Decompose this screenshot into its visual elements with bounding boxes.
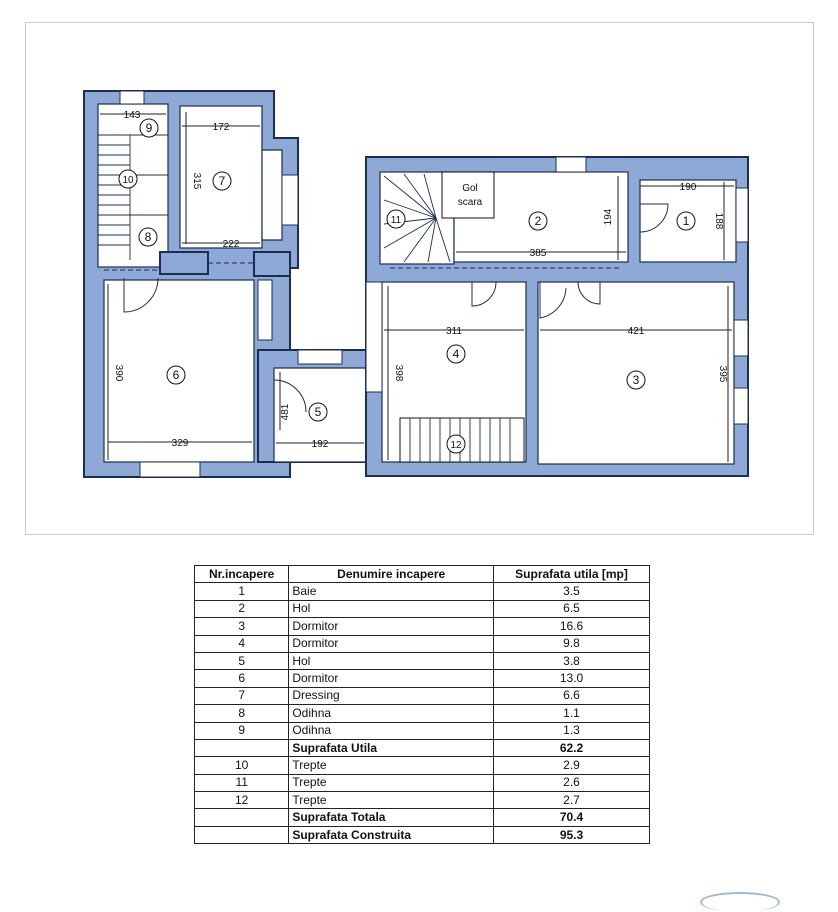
cell-name: Baie [289, 583, 494, 600]
cell-name: Hol [289, 652, 494, 669]
partition-block-right [254, 252, 290, 276]
table-row [195, 757, 650, 774]
partition-block [160, 252, 208, 274]
cell-nr [195, 826, 289, 843]
cell-name: Trepte [289, 774, 494, 791]
table-row [195, 618, 650, 635]
cell-name: Dormitor [289, 635, 494, 652]
cell-nr: 11 [195, 774, 289, 791]
cell-name: Odihna [289, 722, 494, 739]
room-area-table [194, 565, 650, 844]
room-label-12: 12 [450, 440, 462, 451]
header-name: Denumire incapere [289, 566, 494, 583]
dim-395: 395 [717, 365, 728, 383]
window-3-b [734, 388, 748, 424]
cell-nr: 6 [195, 670, 289, 687]
room-label-7: 7 [218, 174, 226, 188]
room-label-6: 6 [172, 368, 180, 382]
room-label-3: 3 [632, 373, 640, 387]
room-label-10: 10 [122, 175, 134, 186]
table-row [195, 687, 650, 704]
gol-scara-label-2: scara [457, 197, 483, 208]
window-7 [282, 175, 298, 225]
cell-area: 2.9 [494, 757, 650, 774]
cell-area: 6.6 [494, 687, 650, 704]
dim-481: 481 [280, 403, 291, 421]
dim-421: 421 [627, 326, 645, 337]
dim-311: 311 [446, 326, 462, 337]
cell-nr: 12 [195, 792, 289, 809]
room-label-5: 5 [314, 405, 322, 419]
window-1 [736, 188, 748, 242]
dim-390: 390 [113, 364, 124, 382]
cell-name: Suprafata Totala [289, 809, 494, 826]
table-row [195, 600, 650, 617]
room-label-2: 2 [534, 214, 542, 228]
cell-area: 16.6 [494, 618, 650, 635]
dim-188: 188 [713, 212, 724, 230]
cell-nr [195, 809, 289, 826]
room-7-niche [262, 150, 282, 240]
room-label-1: 1 [682, 214, 690, 228]
header-area: Suprafata utila [mp] [494, 566, 650, 583]
table-header-row [195, 566, 650, 583]
cell-name: Dressing [289, 687, 494, 704]
cell-area: 13.0 [494, 670, 650, 687]
cell-area: 3.5 [494, 583, 650, 600]
cell-area: 62.2 [494, 739, 650, 756]
cell-area: 3.8 [494, 652, 650, 669]
dim-194: 194 [603, 208, 614, 226]
dim-143: 143 [123, 110, 141, 121]
room-label-11: 11 [390, 215, 402, 226]
cell-nr: 1 [195, 583, 289, 600]
dim-329: 329 [171, 438, 189, 449]
cell-nr: 8 [195, 705, 289, 722]
window-4 [366, 282, 382, 392]
room-label-9: 9 [145, 121, 153, 135]
cell-nr: 5 [195, 652, 289, 669]
cell-area: 70.4 [494, 809, 650, 826]
table-total-row [195, 809, 650, 826]
cell-name: Hol [289, 600, 494, 617]
dim-398: 398 [393, 364, 404, 382]
dim-315: 315 [191, 172, 202, 190]
dim-190: 190 [679, 182, 697, 193]
room-label-4: 4 [452, 347, 460, 361]
cell-nr: 3 [195, 618, 289, 635]
table-total-row [195, 739, 650, 756]
table-row [195, 583, 650, 600]
cell-area: 95.3 [494, 826, 650, 843]
window-6 [258, 280, 272, 340]
window-6-bottom [140, 462, 200, 477]
logo-fragment [700, 892, 780, 912]
cell-nr: 7 [195, 687, 289, 704]
cell-area: 1.1 [494, 705, 650, 722]
table-row [195, 635, 650, 652]
dim-385: 385 [529, 248, 547, 259]
dim-192: 192 [311, 439, 329, 450]
cell-nr: 4 [195, 635, 289, 652]
header-nr: Nr.incapere [195, 566, 289, 583]
window-5 [298, 350, 342, 364]
cell-name: Suprafata Utila [289, 739, 494, 756]
cell-area: 6.5 [494, 600, 650, 617]
table-row [195, 670, 650, 687]
table-row [195, 774, 650, 791]
cell-name: Suprafata Construita [289, 826, 494, 843]
dim-222: 222 [222, 239, 240, 250]
table-total-row [195, 826, 650, 843]
cell-name: Dormitor [289, 670, 494, 687]
table-row [195, 652, 650, 669]
cell-name: Dormitor [289, 618, 494, 635]
table-body [195, 583, 650, 844]
cell-name: Trepte [289, 792, 494, 809]
cell-nr [195, 739, 289, 756]
window-2 [556, 157, 586, 172]
table-row [195, 722, 650, 739]
cell-name: Trepte [289, 757, 494, 774]
table-row [195, 705, 650, 722]
table-row [195, 792, 650, 809]
cell-nr: 9 [195, 722, 289, 739]
window-3-a [734, 320, 748, 356]
cell-nr: 2 [195, 600, 289, 617]
cell-area: 2.6 [494, 774, 650, 791]
gol-scara-box [442, 172, 494, 218]
cell-name: Odihna [289, 705, 494, 722]
room-label-8: 8 [144, 230, 152, 244]
window-9 [120, 91, 144, 104]
gol-scara-label-1: Gol [462, 183, 478, 194]
cell-area: 9.8 [494, 635, 650, 652]
cell-nr: 10 [195, 757, 289, 774]
cell-area: 2.7 [494, 792, 650, 809]
cell-area: 1.3 [494, 722, 650, 739]
dim-172: 172 [212, 122, 230, 133]
